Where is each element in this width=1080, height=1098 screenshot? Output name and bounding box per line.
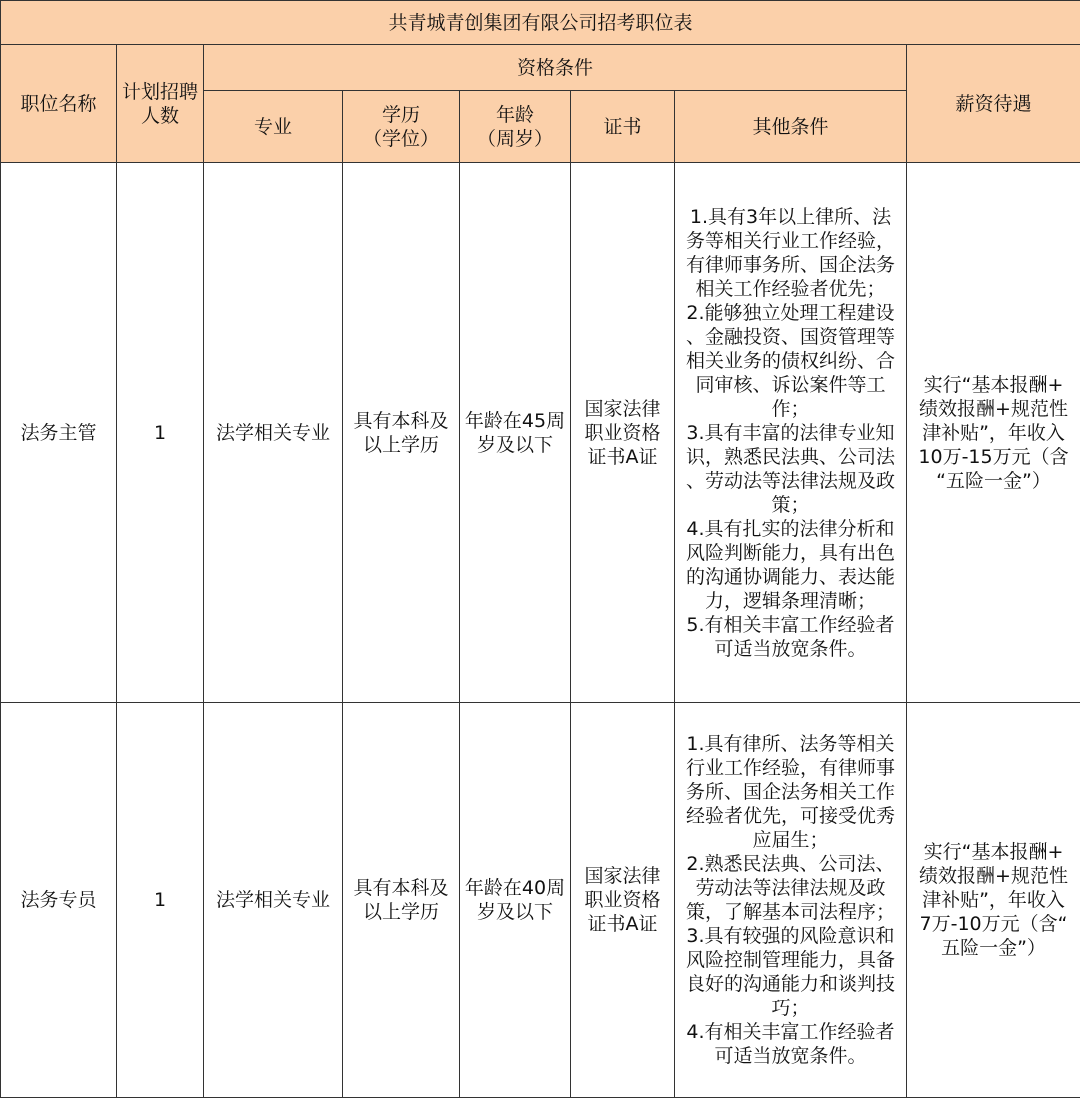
cell-count: 1 xyxy=(117,163,204,703)
cell-education: 具有本科及 以上学历 xyxy=(343,703,460,1098)
header-qualifications: 资格条件 xyxy=(204,45,907,91)
cell-certificate: 国家法律 职业资格 证书A证 xyxy=(571,163,675,703)
header-age: 年龄 （周岁） xyxy=(460,91,571,163)
header-certificate: 证书 xyxy=(571,91,675,163)
header-other: 其他条件 xyxy=(675,91,907,163)
cell-age: 年龄在45周 岁及以下 xyxy=(460,163,571,703)
header-major: 专业 xyxy=(204,91,343,163)
cell-salary: 实行“基本报酬+ 绩效报酬+规范性 津补贴”，年收入 10万-15万元（含 “五险一金”） xyxy=(907,163,1080,703)
table-row xyxy=(1,703,1080,1098)
cell-count: 1 xyxy=(117,703,204,1098)
cell-position: 法务主管 xyxy=(1,163,117,703)
cell-position: 法务专员 xyxy=(1,703,117,1098)
cell-age: 年龄在40周 岁及以下 xyxy=(460,703,571,1098)
table-row xyxy=(1,163,1080,703)
cell-salary: 实行“基本报酬+ 绩效报酬+规范性 津补贴”，年收入 7万-10万元（含“ 五险一金”） xyxy=(907,703,1080,1098)
header-planned-count: 计划招聘 人数 xyxy=(117,45,204,163)
cell-major: 法学相关专业 xyxy=(204,703,343,1098)
header-position: 职位名称 xyxy=(1,45,117,163)
table-title: 共青城青创集团有限公司招考职位表 xyxy=(1,1,1080,45)
cell-major: 法学相关专业 xyxy=(204,163,343,703)
cell-other-conditions: 1.具有律所、法务等相关 行业工作经验，有律师事 务所、国企法务相关工作 经验者优先，可接受优秀 应届生； 2.熟悉民法典、公司法、 劳动法等法律法规及政 策，了解基本司法程序； 3.具有较强的风险意识和 风险控制管理能力，具备 良好的沟通能力和谈判技 巧； 4.有相关丰富工作经验者 可适当放宽条件。 xyxy=(675,703,907,1098)
cell-education: 具有本科及 以上学历 xyxy=(343,163,460,703)
header-salary: 薪资待遇 xyxy=(907,45,1080,163)
header-education: 学历 （学位） xyxy=(343,91,460,163)
cell-certificate: 国家法律 职业资格 证书A证 xyxy=(571,703,675,1098)
cell-other-conditions: 1.具有3年以上律所、法 务等相关行业工作经验， 有律师事务所、国企法务 相关工作经验者优先； 2.能够独立处理工程建设 、金融投资、国资管理等 相关业务的债权纠纷、合 同审核、诉讼案件等工 作； 3.具有丰富的法律专业知 识，熟悉民法典、公司法 、劳动法等法律法规及政 策； 4.具有扎实的法律分析和 风险判断能力，具有出色 的沟通协调能力、表达能 力，逻辑条理清晰； 5.有相关丰富工作经验者 可适当放宽条件。 xyxy=(675,163,907,703)
